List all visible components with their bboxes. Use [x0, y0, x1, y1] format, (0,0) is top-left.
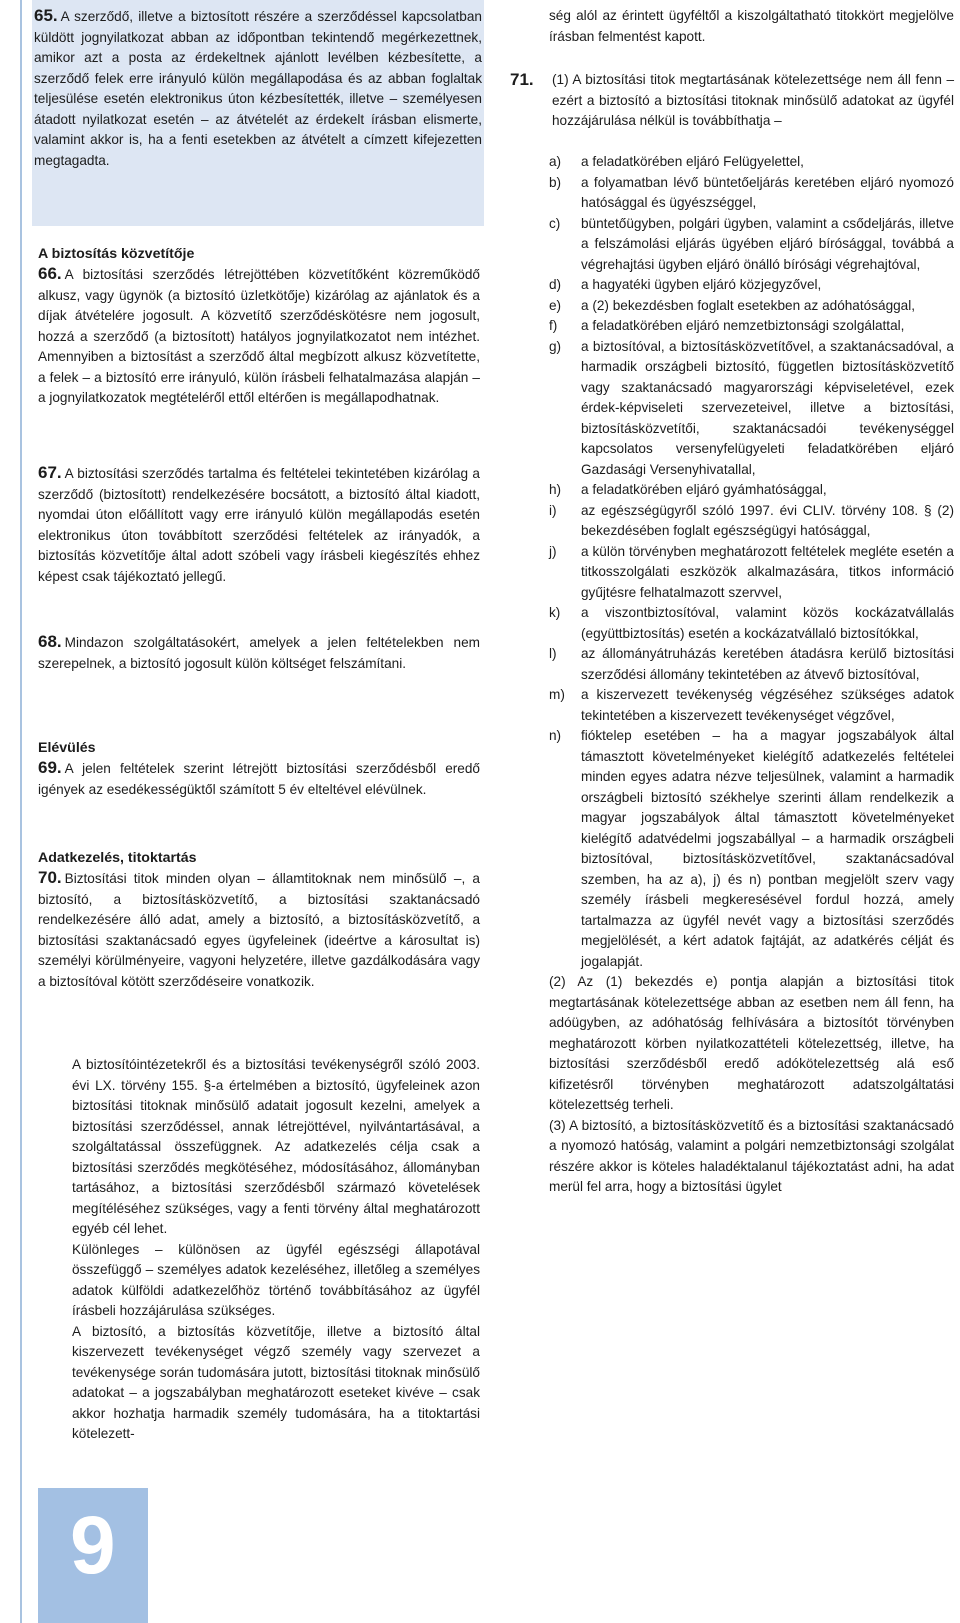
- list-item-label: a): [549, 154, 562, 169]
- paragraph-number: 65.: [34, 6, 58, 25]
- list-item-text: az állományátruházás keretében átadásra kerülő biztosítási szerződési állomány tekintetében az átvevő biztosítóval,: [581, 646, 954, 682]
- list-item-label: k): [549, 605, 561, 620]
- paragraph-text: A biztosítóintézetekről és a biztosítási tevékenységről szóló 2003. évi LX. törvény 155. §-a értelmében a biztosító, ügyfeleinek azon biztosítási titoknak minősülő adatait jogosult kezelni, amelyek a biztosítási szerződéssel, annak létrejöttével, nyilvántartásával, a szolgáltatással összefüggnek. Az adatkezelés célja csak a biztosítási szerződés megkötéséhez, módosításához, állományban tartásához, a biztosítási szerződésből származó követelések megítéléséhez szükséges, vagy a fenti törvény által meghatározott egyéb cél lehet.: [72, 1057, 480, 1236]
- list-item-label: n): [549, 728, 562, 743]
- paragraph-66: [38, 264, 480, 409]
- page-number: 9: [70, 1500, 116, 1591]
- list-item-label: c): [549, 215, 561, 231]
- paragraph-number: 67.: [38, 463, 62, 482]
- list-item: [549, 542, 954, 604]
- list-item-text: a feladatkörében eljáró nemzetbiztonsági szolgálattal,: [581, 318, 905, 333]
- list-item-text: a (2) bekezdésben foglalt esetekben az adóhatósággal,: [581, 297, 916, 313]
- list-item-label: e): [549, 297, 562, 313]
- list-item: [549, 501, 954, 542]
- list-item-label: g): [549, 338, 562, 354]
- list-item-label: j): [549, 543, 557, 559]
- paragraph-67: [38, 463, 480, 587]
- paragraph-number: 66.: [38, 264, 62, 283]
- list-item: [549, 275, 954, 296]
- list-item: [549, 644, 954, 685]
- list-item-text: fióktelep esetében – ha a magyar jogszabályok által támasztott követelményeket kielégítő adatkezelés feltételei minden egyes adatra nézve teljesülnek, valamint a harmadik országbeli biztosító székhelye szerinti állam rendelkezik a magyar jogszabályok által támasztott követelményeket kielégítő adatvédelmi jogszabállyal – a harmadik országbeli biztosítóval, biztosításközvetítővel, szaktanácsadóval szemben, ha az a), j) és n) pontban megjelölt szerv vagy személy írásbeli megkeresésével fordul hozzá, amely tartalmazza az ügyfél nevét vagy a biztosítási szerződés megjelölését, a kért adatok fajtáját, az adatkérés célját és jogalapját.: [581, 728, 954, 969]
- paragraph-text: ség alól az érintett ügyféltől a kiszolgáltatható titokkört megjelölve írásban felmentést kapott.: [549, 8, 954, 44]
- list-item-label: m): [549, 687, 565, 702]
- list-item-text: a kiszervezett tevékenység végzéséhez szükséges adatok tekintetében a kiszervezett tevékenységet végzővel,: [581, 687, 954, 723]
- list-item-label: l): [549, 646, 557, 661]
- list-item: [549, 480, 954, 501]
- list-item-text: büntetőügyben, polgári ügyben, valamint a csődeljárás, illetve a felszámolási eljárás ügyében eljáró bírósággal, továbbá a végrehajtási ügyben eljáró önálló bírósági végrehajtóval,: [581, 215, 954, 272]
- paragraph-text: A biztosítási szerződés létrejöttében közvetítőként közreműködő alkusz, vagy ügynök (a biztosító üzletkötője) kizárólag az ajánlatok és a díjak átvételére jogosult. A közvetítő szerződéskötésre nem jogosult, hozzá a szerződő (a biztosított) hatályos jognyilatkozatot nem intézhet. Amennyiben a biztosítást a szerződő által megbízott alkusz közvetítette, a felek – a biztosító erre irányuló, külön írásbeli felhatalmazása alapján – a jognyilatkozatok megtételéről ettől eltérően is megállapodhatnak.: [38, 267, 480, 405]
- margin-rule: [20, 0, 22, 1623]
- list-item-text: a feladatkörében eljáró gyámhatósággal,: [581, 482, 827, 497]
- list-item-text: a feladatkörében eljáró Felügyelettel,: [581, 154, 804, 169]
- list-item-label: i): [549, 502, 557, 518]
- paragraph-65: [34, 6, 482, 171]
- paragraph-text: A szerződő, illetve a biztosított részére a szerződéssel kapcsolatban küldött jognyilatkozat abban az időpontban tekintendő megérkezettnek, amikor azt a posta az érdekeltnek ajánlott levélben kézbesítette, a szerződő felek erre irányuló külön megállapodása és az abban foglaltak teljesülése esetén elektronikus úton kézbesítették, illetve – személyesen átadott nyilatkozat esetén – az átvételét az érdekelt írásban elismerte, valamint akkor is, ha a fenti esetekben az átvételt a címzett kifejezetten megtagadta.: [34, 9, 482, 168]
- list-item: [549, 603, 954, 644]
- paragraph-text: (1) A biztosítási titok megtartásának kötelezettsége nem áll fenn – ezért a biztosító a biztosítási titoknak minősülő adatokat az ügyfél hozzájárulása nélkül is továbbíthatja –: [552, 72, 954, 128]
- paragraph-number: 71.: [510, 70, 534, 89]
- list-item: [549, 152, 954, 173]
- section-heading: A biztosítás közvetítője: [38, 246, 195, 262]
- paragraph-text: A biztosítási szerződés tartalma és feltételei tekintetében kizárólag a szerződő (biztosított) rendelkezésére bocsátott, a biztosító által kiadott, nyomdai úton előállított vagy erre irányuló külön megállapodás esetén elektronikus úton továbbított szerződési feltételek az irányadók, a biztosítás közvetítője által adott szóbeli vagy írásbeli kiegészítés ehhez képest csak tájékoztató jellegű.: [38, 466, 480, 584]
- list-item-text: a folyamatban lévő büntetőeljárás keretében eljáró nyomozó hatósággal és ügyészséggel,: [581, 174, 954, 210]
- paragraph-text: Mindazon szolgáltatásokért, amelyek a jelen feltételekben nem szerepelnek, a biztosító jogosult külön költséget felszámítani.: [38, 635, 480, 671]
- paragraph-text: (2) Az (1) bekezdés e) pontja alapján a biztosítási titok megtartásának kötelezettsége abban az esetben nem áll fenn, ha adóügyben, az adóhatóság felhívására a biztosítót törvényben meghatározott körben nyilatkozattételi kötelezettség, illetve, ha biztosítási szerződésből eredő adókötelezettség alá eső kifizetésről törvényben meghatározott adatszolgáltatási kötelezettség terheli.: [549, 974, 954, 1112]
- list-item-label: b): [549, 174, 562, 190]
- list-item-label: h): [549, 482, 562, 497]
- paragraph-70: [38, 868, 480, 992]
- paragraph-number: 68.: [38, 632, 62, 651]
- paragraph-71: [510, 70, 954, 132]
- list-item-text: a viszontbiztosítóval, valamint közös kockázatvállalás (együttbiztosítás) esetén a kockázatvállaló biztosítókkal,: [581, 605, 954, 641]
- paragraph-text: (3) A biztosító, a biztosításközvetítő és a biztosítási szaktanácsadó a nyomozó hatóság, valamint a polgári nemzetbiztonsági szolgálat részére akkor is köteles haladéktalanul tájékoztatást adni, ha adat merül fel arra, hogy a biztosítási ügylet: [549, 1117, 954, 1194]
- paragraph-number: 69.: [38, 758, 62, 777]
- paragraph-69: [38, 758, 480, 800]
- paragraph-68: [38, 632, 480, 674]
- section-heading: Adatkezelés, titoktartás: [38, 850, 197, 866]
- list-item-label: f): [549, 318, 558, 333]
- list-item: [549, 685, 954, 726]
- list-item-text: a hagyatéki ügyben eljáró közjegyzővel,: [581, 277, 822, 292]
- list-item: [549, 337, 954, 481]
- paragraph-text: A jelen feltételek szerint létrejött biztosítási szerződésből eredő igények az esedékességüktől számított 5 év elteltével elévülnek.: [38, 761, 480, 797]
- list-item-text: a biztosítóval, a biztosításközvetítővel, a szaktanácsadóval, a harmadik országbeli biztosító, független biztosításközvetítő vagy szaktanácsadó magyarországi képviseletével, ezek érdek-képviseleti szervezeteivel, illetve a biztosítási, biztosításközvetítői, szaktanácsadói tevékenységgel kapcsolatos versenyfelügyeleti feladatkörében eljáró Gazdasági Versenyhivatallal,: [581, 338, 954, 477]
- section-heading: Elévülés: [38, 740, 96, 756]
- list-item: [549, 214, 954, 276]
- list-item-text: az egészségügyről szóló 1997. évi CLIV. törvény 108. § (2) bekezdésében foglalt egészségügyi hatósággal,: [581, 502, 954, 538]
- list-item: [549, 726, 954, 972]
- paragraph-text: Különleges – különösen az ügyfél egészségi állapotával összefüggő – személyes adatok kezeléséhez, illetőleg a személyes adatok külföldi adatkezelőhöz történő továbbításához az ügyfél írásbeli hozzájárulása szükséges.: [72, 1241, 480, 1318]
- list-item-text: a külön törvényben meghatározott feltételek megléte esetén a titkosszolgálati eszközök alkalmazására, titkos információ gyűjtésre felhatalmazott szervvel,: [581, 543, 954, 600]
- exception-list: [549, 152, 954, 1198]
- list-item-label: d): [549, 277, 562, 292]
- paragraph-number: 70.: [38, 868, 62, 887]
- paragraph-70-continued: [72, 1055, 480, 1445]
- paragraph-text: Biztosítási titok minden olyan – államtitoknak nem minősülő –, a biztosító, a biztosításközvetítő, a biztosítási szaktanácsadó rendelkezésére álló adat, amely a biztosító, a biztosításközvetítő, a biztosítási szaktanácsadó egyes ügyfeleinek (ideértve a károsultat is) személyi körülményeire, vagyoni helyzetére, illetve gazdálkodására vagy a biztosítóval kötött szerződéseire vonatkozik.: [38, 871, 480, 989]
- paragraph-text: A biztosító, a biztosítás közvetítője, illetve a biztosító által kiszervezett tevékenységet végző személy vagy szervezet a tevékenysége során tudomására jutott, biztosítási titoknak minősülő adatokat – a jogszabályban meghatározott eseteket kivéve – csak akkor hozhatja harmadik személy tudomására, ha a titoktartási kötelezett-: [72, 1323, 480, 1441]
- paragraph-70-end: [549, 6, 954, 47]
- list-item: [549, 316, 954, 337]
- list-item: [549, 296, 954, 317]
- list-item: [549, 173, 954, 214]
